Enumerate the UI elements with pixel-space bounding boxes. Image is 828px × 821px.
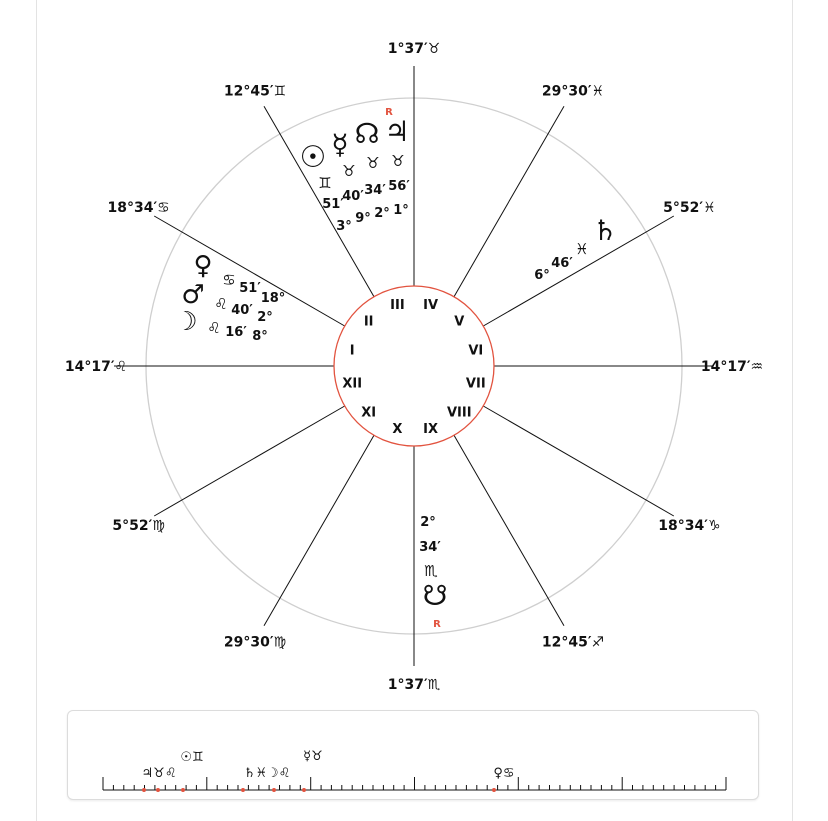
sun-minutes: 51′ bbox=[322, 197, 344, 212]
timeline-marker bbox=[241, 788, 245, 792]
saturn-minutes: 46′ bbox=[551, 256, 573, 271]
timeline-marker bbox=[142, 788, 146, 792]
cusp-line bbox=[454, 435, 564, 626]
house-number: XI bbox=[361, 405, 377, 421]
mars-minutes: 40′ bbox=[231, 303, 253, 318]
moon-minutes: 16′ bbox=[225, 325, 247, 340]
mercury-glyph: ☿ bbox=[331, 128, 349, 161]
timeline-group-label: ♃♉♌ bbox=[141, 766, 177, 781]
north-node-sign: ♉ bbox=[366, 154, 380, 172]
inner-circle bbox=[334, 286, 494, 446]
planet-group-left bbox=[174, 251, 285, 344]
north-node-minutes: 34′ bbox=[364, 183, 386, 198]
moon-degrees: 8° bbox=[252, 329, 268, 344]
mars-sign: ♌ bbox=[214, 295, 228, 313]
venus-glyph: ♀ bbox=[193, 251, 213, 281]
cusp-label: 5°52′♓ bbox=[663, 200, 716, 216]
mercury-degrees: 9° bbox=[355, 211, 371, 226]
mars-degrees: 2° bbox=[257, 310, 273, 325]
timeline-group-label: ♀♋ bbox=[493, 766, 515, 781]
cusp-label: 1°37′♏ bbox=[387, 677, 441, 693]
house-number: III bbox=[390, 298, 405, 314]
timeline-panel bbox=[67, 710, 759, 800]
house-number: II bbox=[363, 314, 374, 330]
south-node-degrees: 2° bbox=[420, 515, 436, 530]
cusp-label: 12°45′♐ bbox=[541, 634, 605, 651]
saturn-glyph: ♄ bbox=[592, 214, 618, 247]
house-number: VI bbox=[468, 343, 484, 359]
timeline-marker bbox=[272, 788, 276, 792]
moon-glyph: ☽ bbox=[174, 307, 198, 337]
sun-degrees: 3° bbox=[336, 219, 352, 234]
house-number: XII bbox=[342, 376, 363, 392]
jupiter-glyph: ♃ bbox=[384, 115, 410, 148]
house-number: VII bbox=[465, 376, 486, 392]
timeline-ticks bbox=[103, 777, 726, 790]
house-number: IV bbox=[423, 298, 439, 314]
timeline-group-label: ☉♊ bbox=[180, 750, 204, 765]
cusp-label: 29°30′♓ bbox=[541, 83, 605, 100]
cusp-label: 12°45′♊ bbox=[223, 83, 287, 100]
house-number: IX bbox=[423, 421, 439, 437]
sun-glyph: ☉ bbox=[299, 140, 327, 175]
jupiter-minutes: 56′ bbox=[388, 179, 410, 194]
jupiter-sign: ♉ bbox=[391, 152, 405, 170]
timeline-group-label: ☿♉ bbox=[303, 749, 323, 764]
retrograde-marker: R bbox=[385, 107, 393, 118]
planet-group-upper bbox=[300, 107, 411, 234]
jupiter-degrees: 1° bbox=[393, 203, 409, 218]
house-number: VIII bbox=[447, 405, 472, 421]
north-node-glyph: ☊ bbox=[354, 117, 380, 150]
south-node-glyph: ☋ bbox=[422, 579, 448, 612]
planet-group-lower bbox=[419, 515, 447, 630]
cusp-label: 14°17′♌ bbox=[64, 359, 128, 375]
saturn-degrees: 6° bbox=[534, 268, 550, 283]
timeline-ruler bbox=[68, 711, 758, 799]
mars-glyph: ♂ bbox=[181, 280, 205, 310]
timeline-marker bbox=[156, 788, 160, 792]
cusp-label: 18°34′♋ bbox=[107, 200, 170, 216]
cusp-line bbox=[483, 406, 674, 516]
north-node-degrees: 2° bbox=[374, 206, 390, 221]
house-number: X bbox=[392, 421, 403, 437]
cusp-label: 29°30′♍ bbox=[223, 634, 287, 651]
south-node-sign: ♏ bbox=[424, 562, 438, 580]
house-number: V bbox=[454, 314, 465, 330]
timeline-group-label: ♄♓☽♌ bbox=[243, 766, 291, 781]
saturn-sign: ♓ bbox=[575, 240, 589, 258]
south-node-minutes: 34′ bbox=[419, 540, 441, 555]
mercury-minutes: 40′ bbox=[342, 189, 364, 204]
cusp-line bbox=[154, 406, 345, 516]
venus-minutes: 51′ bbox=[239, 281, 261, 296]
cusp-line bbox=[483, 216, 674, 326]
cusp-line bbox=[264, 435, 374, 626]
timeline-marker bbox=[492, 788, 496, 792]
timeline-marker bbox=[181, 788, 185, 792]
venus-sign: ♋ bbox=[222, 271, 236, 289]
venus-degrees: 18° bbox=[260, 291, 286, 306]
sun-sign: ♊ bbox=[318, 174, 332, 192]
retrograde-marker: R bbox=[433, 619, 441, 630]
timeline-marker bbox=[302, 788, 306, 792]
cusp-label: 1°37′♉ bbox=[387, 41, 441, 57]
cusp-label: 5°52′♍ bbox=[112, 518, 165, 534]
cusp-label: 14°17′♒ bbox=[700, 359, 764, 375]
cusp-label: 18°34′♑ bbox=[658, 518, 721, 534]
house-number: I bbox=[349, 343, 355, 359]
mercury-sign: ♉ bbox=[342, 162, 356, 180]
moon-sign: ♌ bbox=[207, 319, 221, 337]
